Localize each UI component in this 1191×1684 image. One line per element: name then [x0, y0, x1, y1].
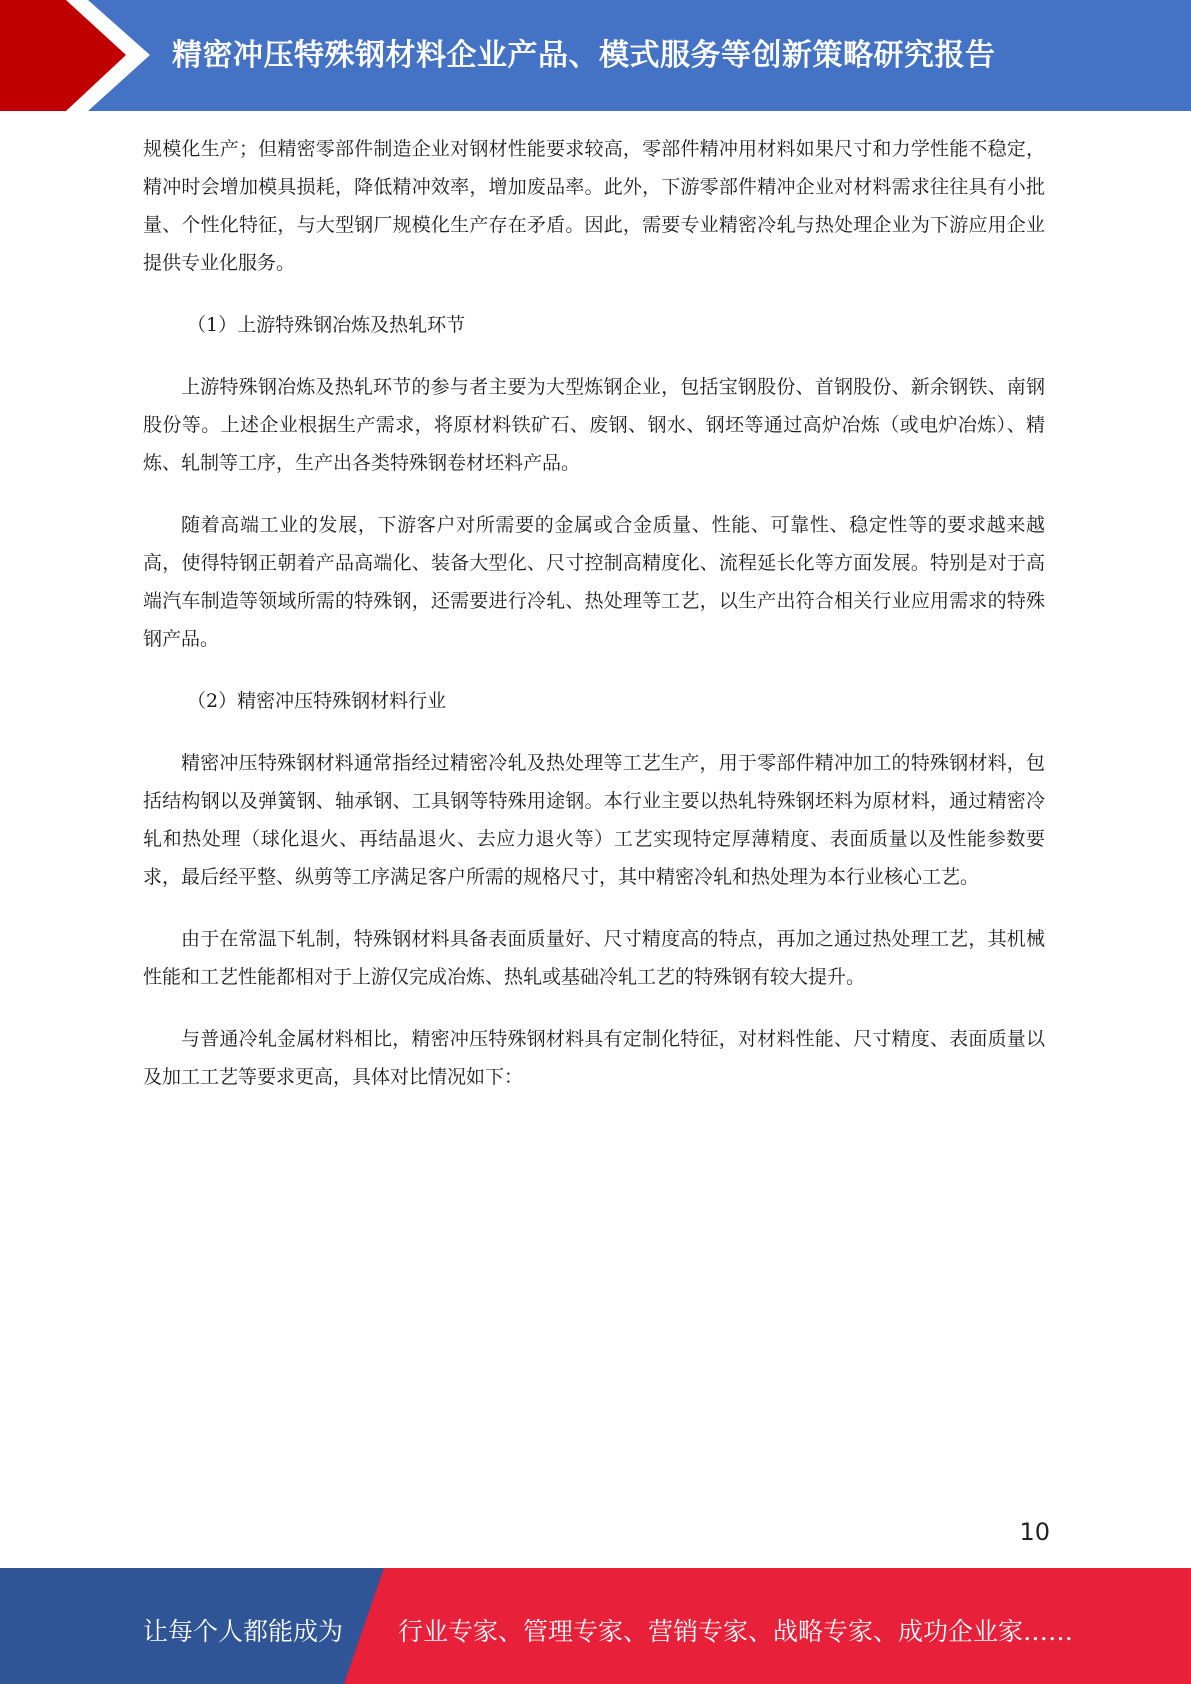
- paragraph: 规模化生产；但精密零部件制造企业对钢材性能要求较高，零部件精冲用材料如果尺寸和力学性能不稳定，精冲时会增加模具损耗，降低精冲效率，增加废品率。此外，下游零部件精冲企业对材料需求往往具有小批量、个性化特征，与大型钢厂规模化生产存在矛盾。因此，需要专业精密冷轧与热处理企业为下游应用企业提供专业化服务。: [143, 138, 1045, 274]
- page-header: [0, 0, 1191, 111]
- paragraph: 精密冲压特殊钢材料通常指经过精密冷轧及热处理等工艺生产，用于零部件精冲加工的特殊钢材料，包括结构钢以及弹簧钢、轴承钢、工具钢等特殊用途钢。本行业主要以热轧特殊钢坯料为原材料，通过精密冷轧和热处理（球化退火、再结晶退火、去应力退火等）工艺实现特定厚薄精度、表面质量以及性能参数要求，最后经平整、纵剪等工序满足客户所需的规格尺寸，其中精密冷轧和热处理为本行业核心工艺。: [143, 752, 1045, 888]
- document-body: [143, 130, 1045, 1120]
- paragraph: 上游特殊钢冶炼及热轧环节的参与者主要为大型炼钢企业，包括宝钢股份、首钢股份、新余钢铁、南钢股份等。上述企业根据生产需求，将原材料铁矿石、废钢、钢水、钢坯等通过高炉冶炼（或电炉冶炼）、精炼、轧制等工序，生产出各类特殊钢卷材坯料产品。: [143, 376, 1045, 474]
- paragraph: 随着高端工业的发展，下游客户对所需要的金属或合金质量、性能、可靠性、稳定性等的要求越来越高，使得特钢正朝着产品高端化、装备大型化、尺寸控制高精度化、流程延长化等方面发展。特别是对于高端汽车制造等领域所需的特殊钢，还需要进行冷轧、热处理等工艺，以生产出符合相关行业应用需求的特殊钢产品。: [143, 514, 1045, 650]
- page-footer: [0, 1568, 1191, 1684]
- section-heading: （1）上游特殊钢冶炼及热轧环节: [187, 314, 466, 336]
- section-heading: （2）精密冲压特殊钢材料行业: [187, 690, 447, 712]
- report-title: 精密冲压特殊钢材料企业产品、模式服务等创新策略研究报告: [172, 38, 996, 73]
- footer-slogan-right: 行业专家、管理专家、营销专家、战略专家、成功企业家……: [398, 1617, 1074, 1646]
- paragraph: 由于在常温下轧制，特殊钢材料具备表面质量好、尺寸精度高的特点，再加之通过热处理工艺，其机械性能和工艺性能都相对于上游仅完成冶炼、热轧或基础冷轧工艺的特殊钢有较大提升。: [143, 928, 1045, 988]
- page-number: 10: [1019, 1518, 1050, 1546]
- paragraph: 与普通冷轧金属材料相比，精密冲压特殊钢材料具有定制化特征，对材料性能、尺寸精度、表面质量以及加工工艺等要求更高，具体对比情况如下：: [143, 1028, 1045, 1088]
- footer-slogan-left: 让每个人都能成为: [143, 1617, 344, 1646]
